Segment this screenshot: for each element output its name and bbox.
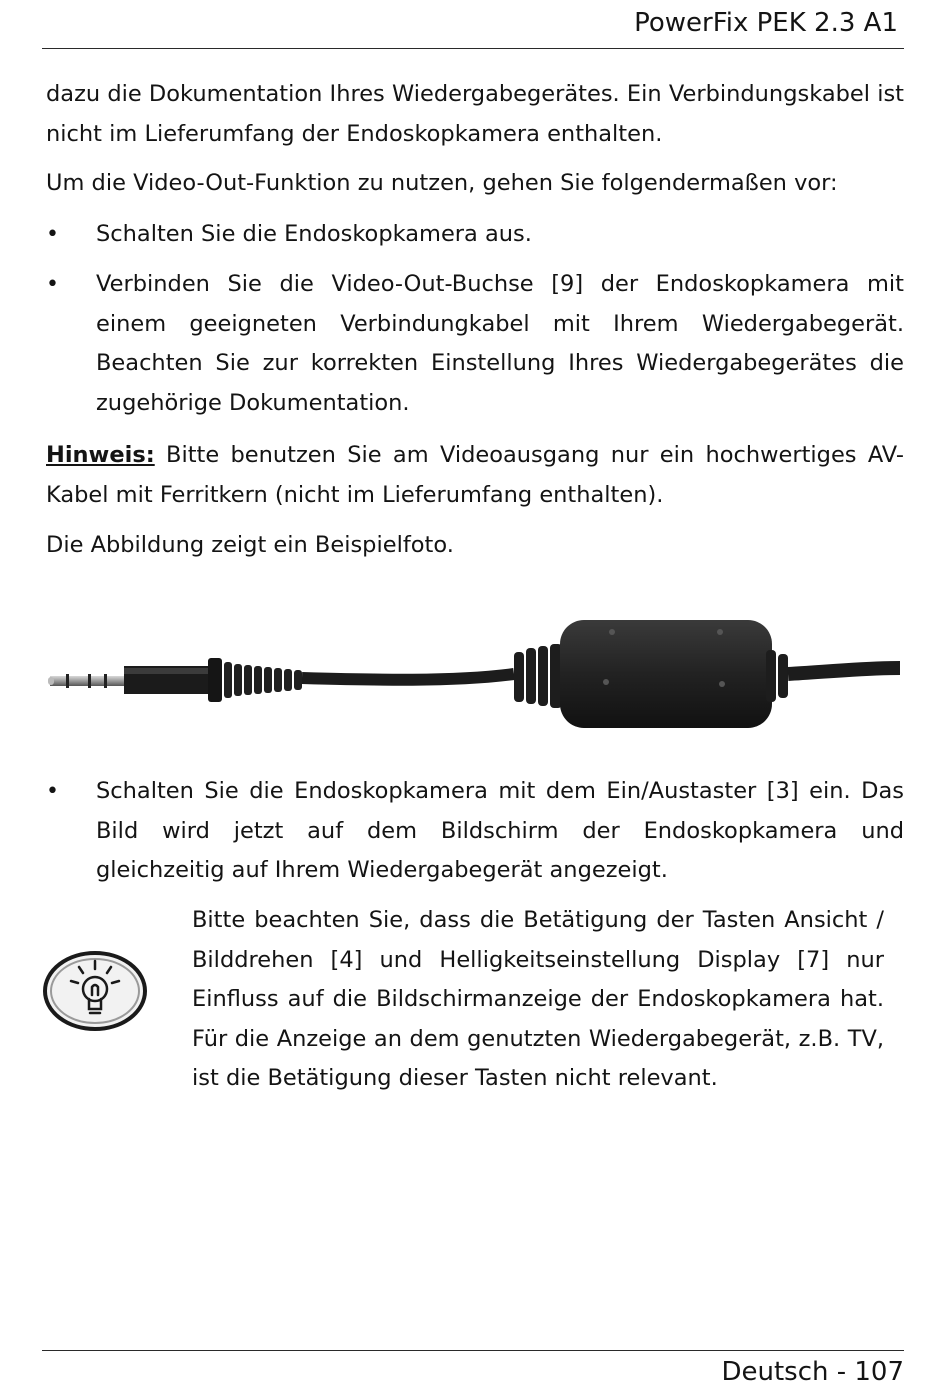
footer-rule xyxy=(42,1350,904,1351)
bullet-item: Schalten Sie die Endoskopkamera aus. xyxy=(96,221,532,247)
ferrite-boot-left xyxy=(514,644,562,708)
bullet-item: Verbinden Sie die Video-Out-Buchse [9] der Endoskopkamera mit einem geeigneten Verbindungkabel mit Ihrem Wiedergabegerät. Beachten Sie zur korrekten Einstellung Ihres Wiedergabegerätes die zugehörige Dokumentation. xyxy=(96,271,904,416)
ferrite-core xyxy=(560,620,772,728)
bullet-marker: • xyxy=(46,222,59,247)
cable xyxy=(302,674,514,680)
hint-label: Hinweis: xyxy=(46,442,155,468)
ferrite-boot-right xyxy=(766,650,788,702)
paragraph-intro: dazu die Dokumentation Ihres Wiedergabegerätes. Ein Verbindungskabel ist nicht im Lieferumfang der Endoskopkamera enthalten. xyxy=(46,81,904,147)
bullet-marker: • xyxy=(46,779,59,804)
cable-end xyxy=(788,668,900,674)
hint-text: Bitte benutzen Sie am Videoausgang nur ein hochwertiges AV-Kabel mit Ferritkern (nicht im Lieferumfang enthalten). xyxy=(46,442,904,508)
bullet-marker: • xyxy=(46,272,59,297)
plug-tip xyxy=(48,674,126,688)
hint-paragraph xyxy=(46,436,904,515)
bullet-item: Schalten Sie die Endoskopkamera mit dem Ein/Austaster [3] ein. Das Bild wird jetzt auf dem Bildschirm der Endoskopkamera und gleichzeitig auf Ihrem Wiedergabegerät angezeigt. xyxy=(96,778,904,883)
figure-caption: Die Abbildung zeigt ein Beispielfoto. xyxy=(46,532,454,558)
paragraph-instructions: Um die Video-Out-Funktion zu nutzen, gehen Sie folgendermaßen vor: xyxy=(46,170,838,196)
header-rule xyxy=(42,48,904,49)
av-cable-photo xyxy=(44,610,904,735)
page-header-title: PowerFix PEK 2.3 A1 xyxy=(634,8,898,38)
tip-paragraph: Bitte beachten Sie, dass die Betätigung der Tasten Ansicht / Bilddrehen [4] und Helligkeitseinstellung Display [7] nur Einfluss auf die Bildschirmanzeige der Endoskopkamera hat. Für die Anzeige an dem genutzten Wiedergabegerät, z.B. TV, ist die Betätigung dieser Tasten nicht relevant. xyxy=(192,907,884,1091)
plug-body xyxy=(124,658,302,702)
page-footer: Deutsch - 107 xyxy=(721,1357,904,1387)
lightbulb-icon xyxy=(43,951,147,1031)
